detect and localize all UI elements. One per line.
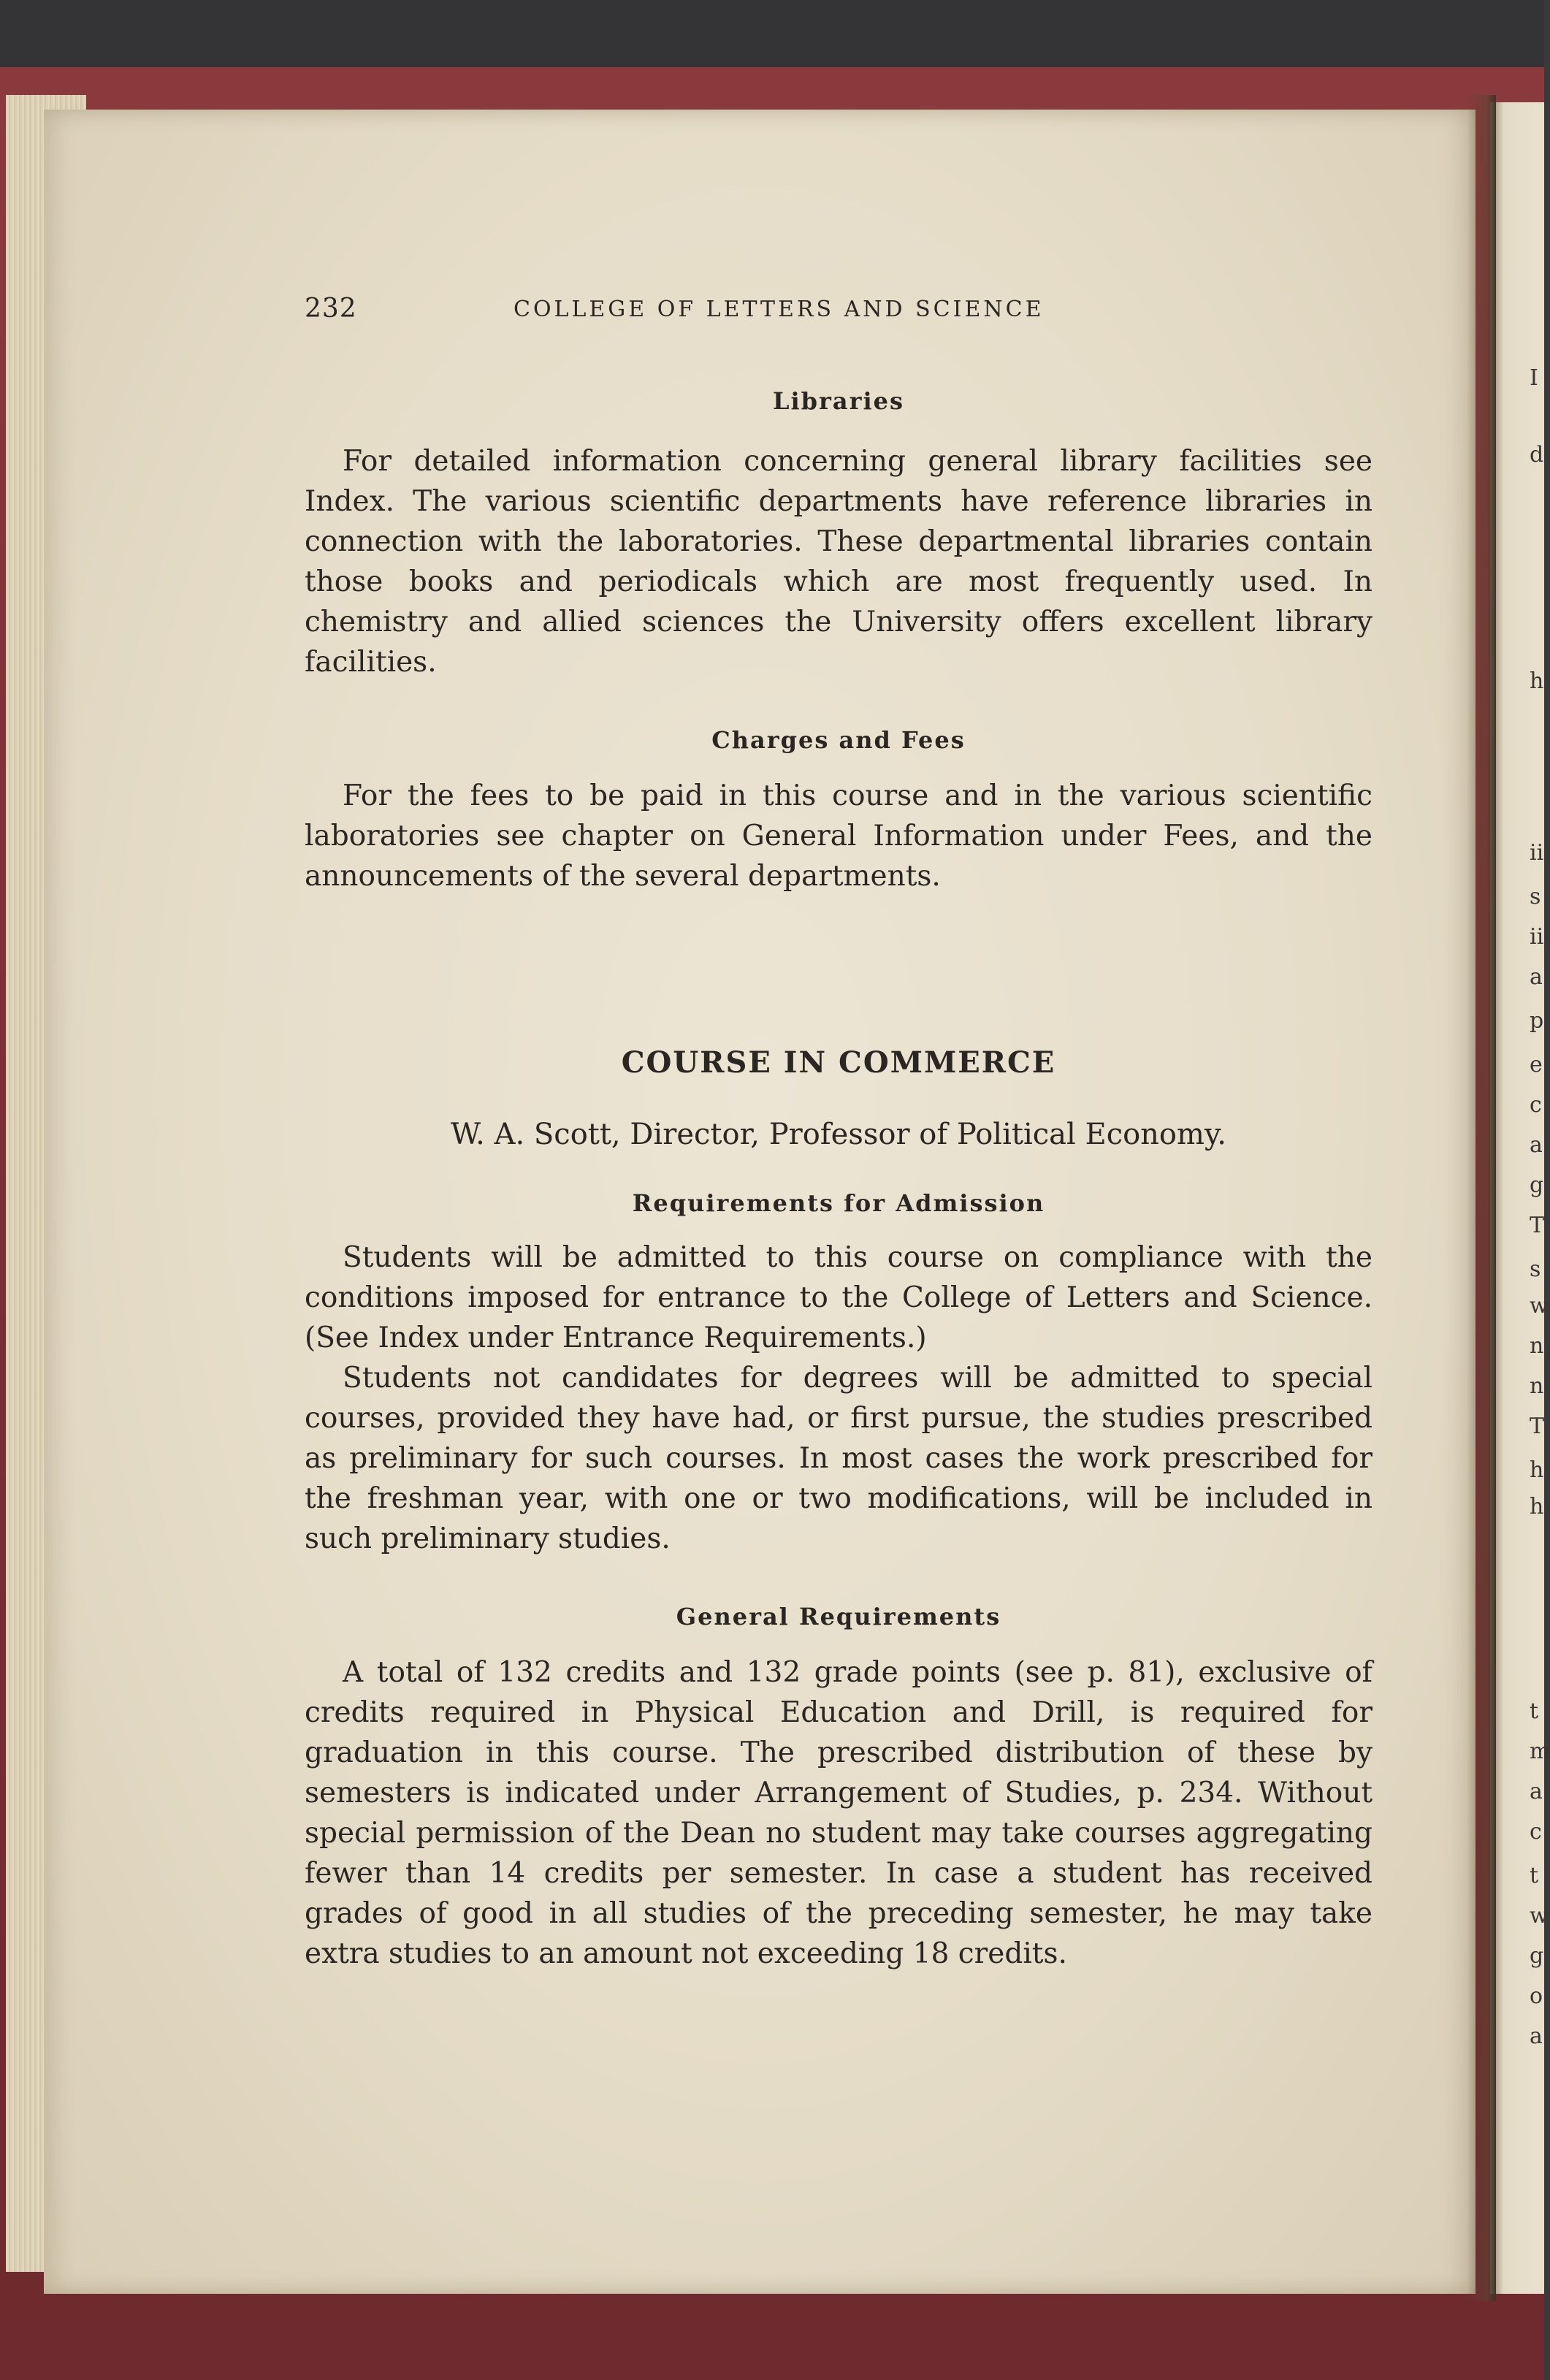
admission-paragraph-1: Students will be admitted to this course on compliance with the conditions imposed for entrance to the College of Letters and Science. (See Index under Entrance Requirements.)	[305, 1241, 1373, 1354]
admission-paragraph-2: Students not candidates for degrees will be admitted to special courses, provided they have had, or first pursue, the studies prescribed as preliminary for such courses. In most cases the work prescribed for the freshman year, with one or two modifications, will be included in such preliminary studies.	[305, 1362, 1373, 1555]
facing-page-letter: e	[1530, 1052, 1543, 1078]
facing-page-letter: a	[1530, 2024, 1543, 2049]
facing-page-letter: T	[1530, 1213, 1545, 1238]
facing-page-letter: c	[1530, 1819, 1542, 1845]
course-title: COURSE IN COMMERCE	[621, 1045, 1056, 1080]
facing-page-letter: ii	[1530, 840, 1544, 866]
charges-heading: Charges and Fees	[711, 726, 966, 754]
facing-page-letter: a	[1530, 1132, 1543, 1158]
facing-page-letter: I	[1530, 365, 1538, 391]
facing-page-letter: d	[1530, 442, 1544, 468]
facing-page-letter: a	[1530, 964, 1543, 990]
admission-heading: Requirements for Admission	[632, 1189, 1045, 1217]
facing-page-letter: s	[1530, 884, 1541, 909]
facing-page-letter: g	[1530, 1172, 1544, 1198]
book-gutter	[1467, 95, 1496, 2301]
page-number: 232	[305, 294, 357, 324]
general-paragraph: A total of 132 credits and 132 grade points (see p. 81), exclusive of credits required in Physical Education and Drill, is required for graduation in this course. The prescribed distribution of these by semesters is indicated under Arrangement of Studies, p. 234. Without special permission of the Dean no student may take courses aggregating fewer than 14 credits per semester. In case a student has received grades of good in all studies of the preceding semester, he may take extra studies to an amount not exceeding 18 credits.	[305, 1656, 1373, 1970]
facing-page-letter: t	[1530, 1698, 1539, 1724]
facing-page-letter: w	[1530, 1293, 1549, 1319]
running-head	[305, 286, 1373, 345]
running-title: COLLEGE OF LETTERS AND SCIENCE	[514, 297, 1045, 322]
page-text-column	[305, 286, 1373, 1974]
facing-page-letter: n	[1530, 1373, 1544, 1399]
facing-page-letter: c	[1530, 1092, 1542, 1118]
libraries-paragraph: For detailed information concerning general library facilities see Index. The various scientific departments have reference libraries in connection with the laboratories. These departmental libraries contain those books and periodicals which are most frequently used. In chemistry and allied sciences the University offers excellent library facilities.	[305, 445, 1373, 679]
facing-page-letter: h	[1530, 668, 1544, 694]
facing-page-letter: m	[1530, 1739, 1550, 1764]
facing-page-letter: g	[1530, 1943, 1544, 1969]
general-heading: General Requirements	[676, 1603, 1001, 1630]
facing-page-letter: h	[1530, 1457, 1544, 1483]
facing-page-letter: p	[1530, 1008, 1544, 1034]
facing-page-letter: h	[1530, 1494, 1544, 1519]
facing-page-letter: t	[1530, 1863, 1539, 1888]
facing-page-letter: a	[1530, 1779, 1543, 1804]
facing-page-letter: T	[1530, 1414, 1545, 1439]
facing-page-letter: ii	[1530, 924, 1544, 950]
facing-page-letter: s	[1530, 1256, 1541, 1282]
course-director: W. A. Scott, Director, Professor of Political Economy.	[451, 1118, 1226, 1151]
charges-paragraph: For the fees to be paid in this course and in the various scientific laboratories see chapter on General Information under Fees, and the announcements of the several departments.	[305, 779, 1373, 893]
facing-page-letter: n	[1530, 1333, 1544, 1359]
facing-page-letter: w	[1530, 1903, 1549, 1929]
libraries-heading: Libraries	[772, 387, 904, 415]
facing-page-letter: o	[1530, 1983, 1543, 2009]
